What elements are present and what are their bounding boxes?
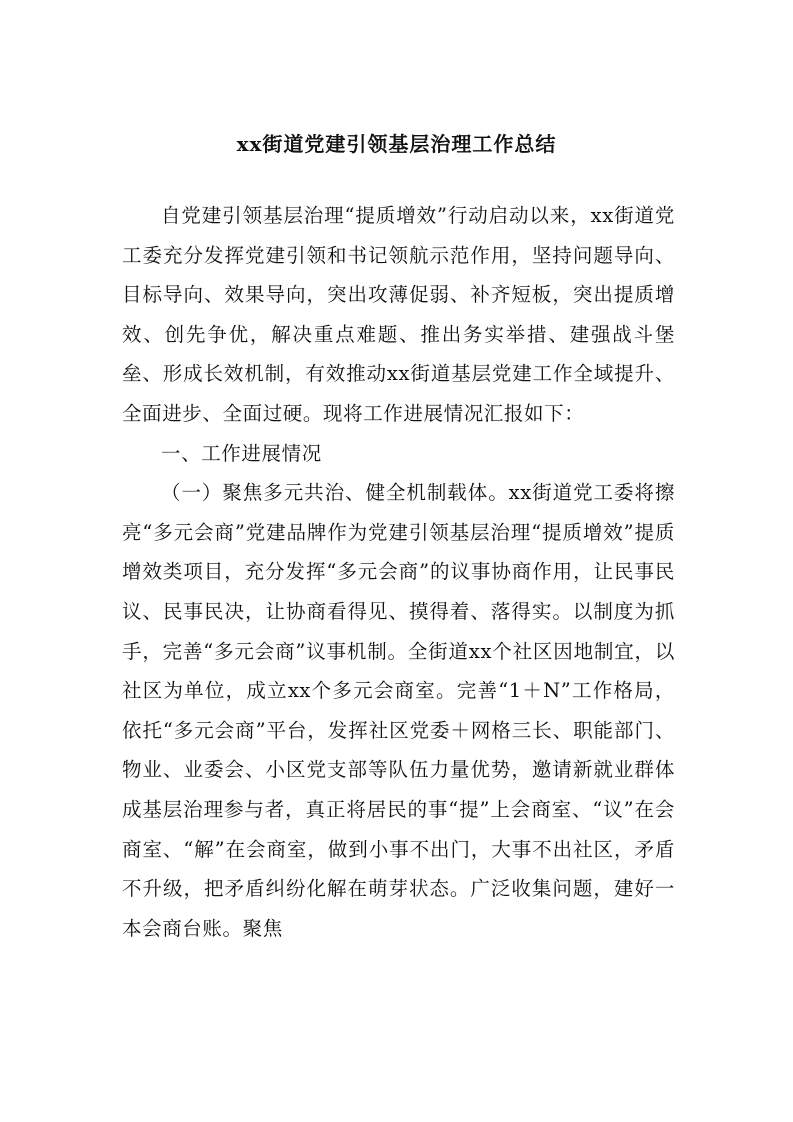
body-paragraph: （一）聚焦多元共治、健全机制载体。xx街道党工委将擦亮“多元会商”党建品牌作为党建引领基层治理“提质增效”提质增效类项目，充分发挥“多元会商”的议事协商作用，让民事民议、民事民决，让协商看得见、摸得着、落得实。以制度为抓手，完善“多元会商”议事机制。全街道xx个社区因地制宜，以社区为单位，成立xx个多元会商室。完善“1＋N”工作格局，依托“多元会商”平台，发挥社区党委＋网格三长、职能部门、物业、业委会、小区党支部等队伍力量优势，邀请新就业群体成基层治理参与者，真正将居民的事“提”上会商室、“议”在会商室、“解”在会商室，做到小事不出门，大事不出社区，矛盾不升级，把矛盾纠纷化解在萌芽状态。广泛收集问题，建好一本会商台账。聚焦 bbox=[122, 481, 675, 940]
intro-paragraph: 自党建引领基层治理“提质增效”行动启动以来，xx街道党工委充分发挥党建引领和书记领航示范作用，坚持问题导向、目标导向、效果导向，突出攻薄促弱、补齐短板，突出提质增效、创先争优，解决重点难题、推出务实举措、建强战斗堡垒、形成长效机制，有效推动xx街道基层党建工作全域提升、全面进步、全面过硬。现将工作进展情况汇报如下： bbox=[122, 204, 675, 425]
section-heading: 一、工作进展情况 bbox=[161, 441, 322, 465]
document-title: xx街道党建引领基层治理工作总结 bbox=[236, 132, 557, 156]
document-body bbox=[122, 196, 675, 948]
